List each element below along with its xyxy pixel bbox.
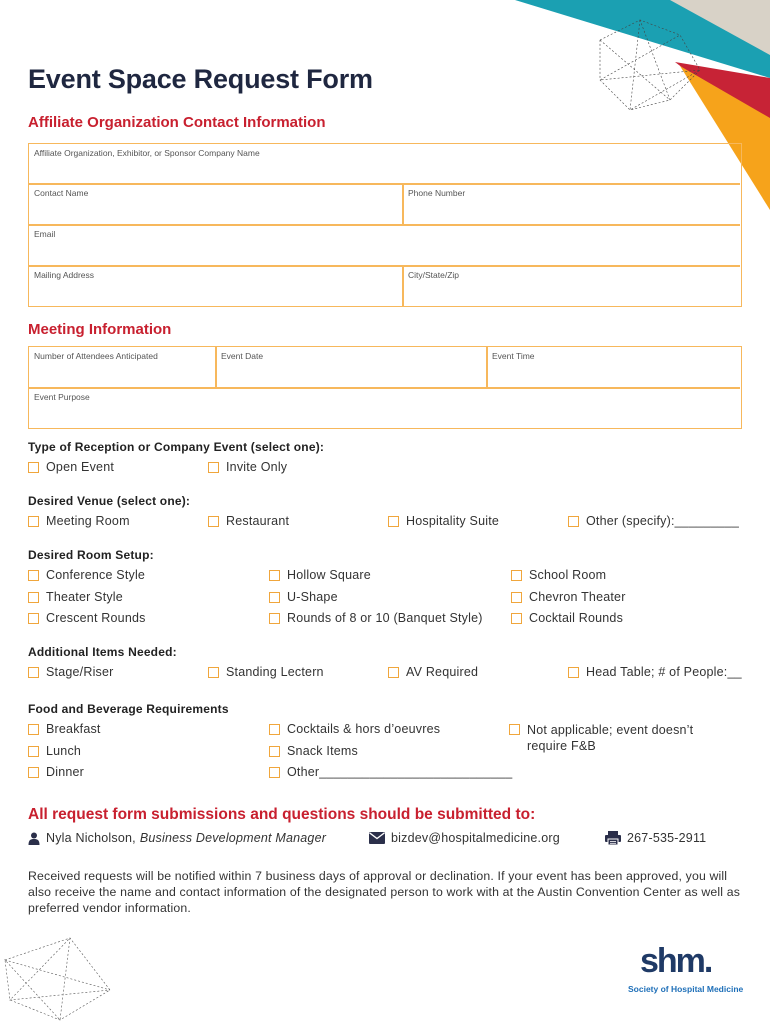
event-time-field[interactable] [487, 347, 740, 387]
city-field[interactable] [403, 266, 740, 306]
event-date-field[interactable] [216, 347, 486, 387]
event-time-label: Event Time [492, 351, 535, 361]
checkbox-head-table[interactable] [568, 665, 742, 679]
option-label: Cocktail Rounds [529, 611, 624, 625]
option-label: Not applicable; event doesn’t require F&B [527, 723, 694, 753]
contact-name: Nyla Nicholson, [46, 831, 136, 845]
checkbox-snack-items[interactable] [269, 744, 358, 758]
checkbox-chevron-theater[interactable] [511, 590, 626, 604]
option-label: Rounds of 8 or 10 (Banquet Style) [287, 611, 483, 625]
checkbox-breakfast[interactable] [28, 722, 101, 736]
shm-logo [620, 942, 748, 996]
checkbox-icon[interactable] [568, 667, 579, 678]
email-address[interactable]: bizdev@hospitalmedicine.org [391, 831, 560, 845]
checkbox-icon[interactable] [28, 592, 39, 603]
option-label: Conference Style [46, 568, 146, 582]
checkbox-crescent-rounds[interactable] [28, 611, 146, 625]
checkbox-icon[interactable] [388, 667, 399, 678]
checkbox-icon[interactable] [388, 516, 399, 527]
checkbox-icon[interactable] [511, 613, 522, 624]
checkbox-icon[interactable] [28, 516, 39, 527]
checkbox-icon[interactable] [568, 516, 579, 527]
option-label: Open Event [46, 460, 115, 474]
option-label: U-Shape [287, 590, 338, 604]
checkbox-icon[interactable] [28, 767, 39, 778]
email-label: Email [34, 229, 56, 239]
checkbox-open-event[interactable] [28, 460, 114, 474]
checkbox-icon[interactable] [28, 462, 39, 473]
city-label: City/State/Zip [408, 270, 460, 280]
event-purpose-field[interactable] [29, 388, 740, 428]
checkbox-icon[interactable] [208, 462, 219, 473]
setup-question: Desired Room Setup: [28, 548, 154, 562]
option-label: Other (specify):_________ [586, 514, 740, 528]
option-label: Dinner [46, 765, 85, 779]
org-name-label: Affiliate Organization, Exhibitor, or Sponsor Company Name [34, 148, 260, 158]
option-label: Crescent Rounds [46, 611, 146, 625]
page-title: Event Space Request Form [28, 64, 373, 94]
option-label: Cocktails & hors d’oeuvres [287, 722, 441, 736]
option-label: Invite Only [226, 460, 288, 474]
section-heading-meeting: Meeting Information [28, 321, 172, 338]
checkbox-cocktails[interactable] [269, 722, 440, 736]
option-label: Restaurant [226, 514, 290, 528]
checkbox-icon[interactable] [269, 592, 280, 603]
contact-name-field[interactable] [29, 184, 402, 224]
org-name-field[interactable] [29, 144, 740, 183]
phone-field[interactable] [403, 184, 740, 224]
checkbox-standing-lectern[interactable] [208, 665, 324, 679]
option-label: AV Required [406, 665, 479, 679]
option-label: Stage/Riser [46, 665, 114, 679]
section-heading-contact: Affiliate Organization Contact Information [28, 114, 326, 131]
checkbox-icon[interactable] [208, 667, 219, 678]
submission-heading: All request form submissions and questions should be submitted to: [28, 806, 536, 823]
address-field[interactable] [29, 266, 402, 306]
notification-note: Received requests will be notified within 7 business days of approval or declination. If your event has been approved, you will also receive the name and contact information of the designated person to work with at the Austin Convention Center as well as preferred vendor information. [28, 869, 741, 915]
checkbox-av-required[interactable] [388, 665, 478, 679]
checkbox-icon[interactable] [269, 570, 280, 581]
option-label: Theater Style [46, 590, 123, 604]
food-question: Food and Beverage Requirements [28, 702, 229, 716]
person-icon [28, 832, 40, 845]
checkbox-icon[interactable] [28, 746, 39, 757]
phone-number: 267-535-2911 [627, 831, 707, 845]
checkbox-stage-riser[interactable] [28, 665, 114, 679]
checkbox-hospitality-suite[interactable] [388, 514, 499, 528]
checkbox-food-other[interactable] [269, 765, 512, 779]
checkbox-icon[interactable] [509, 724, 520, 735]
checkbox-banquet-rounds[interactable] [269, 611, 483, 625]
checkbox-dinner[interactable] [28, 765, 84, 779]
email-field[interactable] [29, 225, 740, 265]
checkbox-venue-other[interactable] [568, 514, 739, 528]
items-question: Additional Items Needed: [28, 645, 177, 659]
option-label: School Room [529, 568, 607, 582]
contact-email[interactable] [369, 831, 560, 845]
checkbox-icon[interactable] [28, 724, 39, 735]
contact-person [28, 831, 326, 845]
option-label: Standing Lectern [226, 665, 324, 679]
contact-info-table [28, 143, 742, 307]
logo-mark: shm. [640, 942, 712, 980]
checkbox-icon[interactable] [511, 570, 522, 581]
checkbox-cocktail-rounds[interactable] [511, 611, 623, 625]
checkbox-u-shape[interactable] [269, 590, 338, 604]
checkbox-invite-only[interactable] [208, 460, 287, 474]
checkbox-icon[interactable] [269, 746, 280, 757]
checkbox-icon[interactable] [269, 767, 280, 778]
option-label: Chevron Theater [529, 590, 626, 604]
option-label: Hospitality Suite [406, 514, 500, 528]
address-label: Mailing Address [34, 270, 95, 280]
phone-label: Phone Number [408, 188, 466, 198]
checkbox-icon[interactable] [269, 724, 280, 735]
checkbox-school-room[interactable] [511, 568, 606, 582]
checkbox-not-applicable[interactable] [509, 722, 709, 754]
reception-question: Type of Reception or Company Event (select one): [28, 440, 325, 454]
attendees-field[interactable] [29, 347, 215, 387]
checkbox-lunch[interactable] [28, 744, 81, 758]
attendees-label: Number of Attendees Anticipated [34, 351, 158, 361]
checkbox-icon[interactable] [208, 516, 219, 527]
corner-graphic-bottom [0, 930, 120, 1024]
meeting-info-table [28, 346, 742, 429]
option-label: Head Table; # of People:__ [586, 665, 742, 679]
event-date-label: Event Date [221, 351, 264, 361]
fax-printer-icon [605, 831, 621, 845]
option-label: Breakfast [46, 722, 101, 736]
option-label: Lunch [46, 744, 82, 758]
venue-question: Desired Venue (select one): [28, 494, 191, 508]
event-purpose-label: Event Purpose [34, 392, 90, 402]
option-label: Other___________________________ [287, 765, 513, 779]
checkbox-icon[interactable] [511, 592, 522, 603]
checkbox-theater-style[interactable] [28, 590, 123, 604]
logo-name: Society of Hospital Medicine [628, 984, 744, 994]
checkbox-restaurant[interactable] [208, 514, 289, 528]
checkbox-icon[interactable] [28, 667, 39, 678]
envelope-icon [369, 832, 385, 844]
checkbox-icon[interactable] [28, 613, 39, 624]
checkbox-hollow-square[interactable] [269, 568, 371, 582]
checkbox-conference-style[interactable] [28, 568, 145, 582]
contact-phone [605, 831, 706, 845]
contact-role: Business Development Manager [139, 831, 327, 845]
checkbox-icon[interactable] [28, 570, 39, 581]
checkbox-icon[interactable] [269, 613, 280, 624]
checkbox-meeting-room[interactable] [28, 514, 130, 528]
option-label: Hollow Square [287, 568, 371, 582]
option-label: Snack Items [287, 744, 358, 758]
contact-name-label: Contact Name [34, 188, 89, 198]
option-label: Meeting Room [46, 514, 130, 528]
